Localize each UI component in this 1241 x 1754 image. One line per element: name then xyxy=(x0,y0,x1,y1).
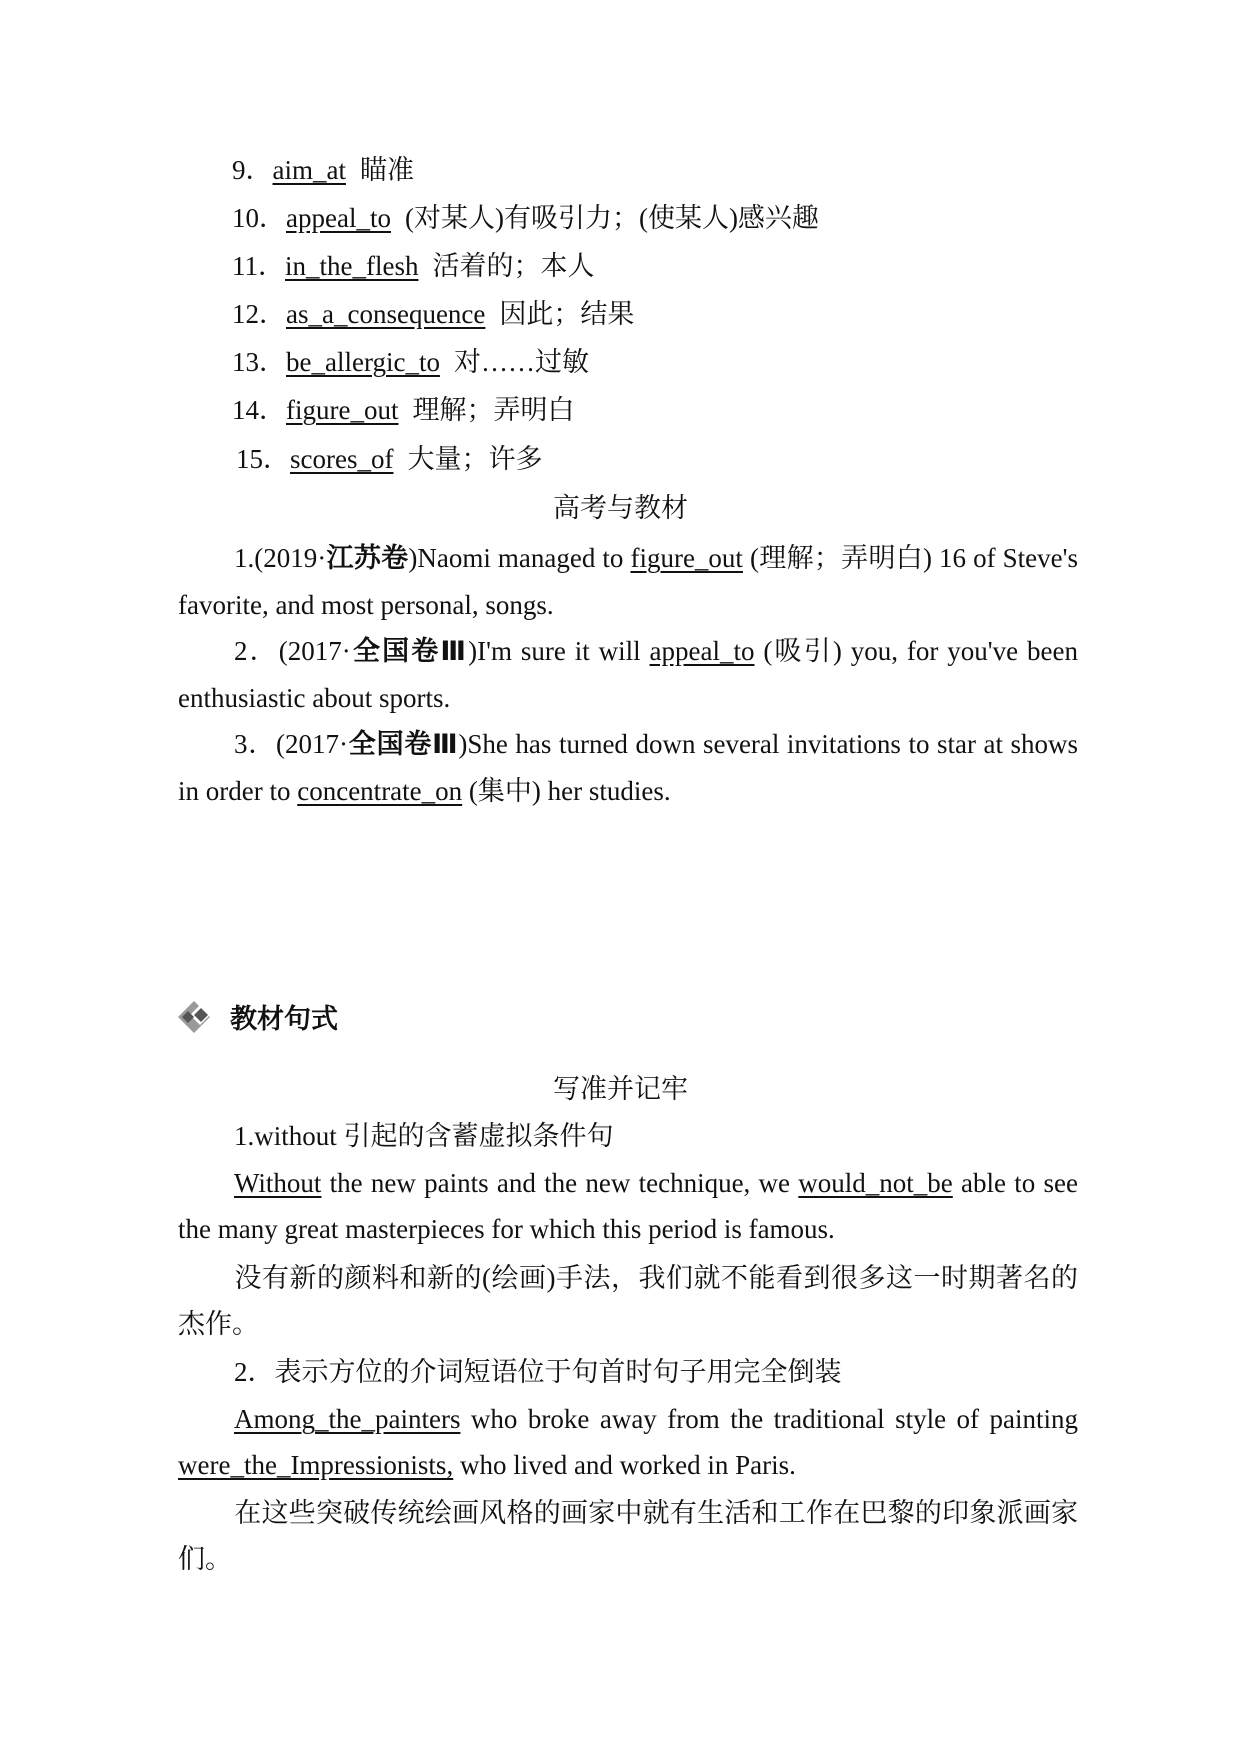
vocab-item xyxy=(236,441,542,477)
vocab-meaning: (对某人)有吸引力；(使某人)感兴趣 xyxy=(404,203,819,233)
vocab-phrase: aim_at xyxy=(272,155,346,185)
gaokao-text-post: (吸引) you, for you've been enthusiastic about sports. xyxy=(178,636,1079,713)
vocab-number: 10． xyxy=(232,203,286,233)
gaokao-answer: appeal_to xyxy=(649,636,755,666)
vocab-meaning: 理解；弄明白 xyxy=(412,395,575,425)
section-title: 教材句式 xyxy=(230,1004,338,1035)
vocab-number: 12． xyxy=(232,299,286,329)
vocab-number: 11． xyxy=(232,251,285,281)
vocab-meaning: 对……过敏 xyxy=(453,347,589,377)
vocab-item xyxy=(232,200,819,236)
sentence-answer: Without xyxy=(234,1168,322,1198)
vocab-number: 15． xyxy=(236,444,290,474)
gaokao-item xyxy=(178,721,1078,814)
gaokao-text-pre: )Naomi managed to xyxy=(408,543,631,573)
sentence-english: Among_the_painters who broke away from the traditional style of painting were_the_Impressionists, who lived and worked in Paris. xyxy=(178,1404,1078,1480)
gaokao-text-post: (理解；弄明白) 16 of Steve's favorite, and most personal, songs. xyxy=(178,543,1078,620)
vocab-item xyxy=(232,152,414,188)
vocab-phrase: scores_of xyxy=(290,444,394,474)
gaokao-answer: concentrate_on xyxy=(297,776,463,806)
sentence-title: 2．表示方位的介词短语位于句首时句子用完全倒装 xyxy=(234,1357,842,1387)
vocab-phrase: appeal_to xyxy=(286,203,391,233)
vocab-meaning: 瞄准 xyxy=(359,155,414,185)
vocab-meaning: 因此；结果 xyxy=(499,299,635,329)
vocab-phrase: be_allergic_to xyxy=(286,347,440,377)
sentence-chinese: 在这些突破传统绘画风格的画家中就有生活和工作在巴黎的印象派画家们。 xyxy=(178,1498,1078,1574)
vocab-number: 14． xyxy=(232,395,286,425)
gaokao-prefix: 1.(2019· xyxy=(234,543,327,573)
gaokao-item xyxy=(178,628,1078,721)
vocab-phrase: in_the_flesh xyxy=(285,251,419,281)
sentence-english: Without the new paints and the new technique, we would_not_be able to see the many great masterpieces for which this period is famous. xyxy=(178,1168,1078,1244)
vocab-phrase: figure_out xyxy=(286,395,399,425)
sentence-answer: would_not_be xyxy=(798,1168,953,1198)
gaokao-text-post: (集中) her studies. xyxy=(462,776,671,806)
sentence-chinese: 没有新的颜料和新的(绘画)手法，我们就不能看到很多这一时期著名的杰作。 xyxy=(178,1263,1078,1339)
sentence-answer: Among_the_painters xyxy=(234,1404,461,1434)
sentences-heading: 写准并记牢 xyxy=(553,1074,688,1104)
gaokao-prefix: 3．(2017· xyxy=(234,729,349,759)
diamond-icon xyxy=(176,999,212,1035)
gaokao-heading: 高考与教材 xyxy=(553,493,688,523)
gaokao-text-pre: )I'm sure it will xyxy=(468,636,650,666)
gaokao-prefix: 2．(2017· xyxy=(234,636,351,666)
vocab-item xyxy=(232,248,594,284)
sentence-answer: were_the_Impressionists, xyxy=(178,1450,454,1480)
sentence-title: 1.without 引起的含蓄虚拟条件句 xyxy=(234,1121,614,1151)
vocab-number: 13． xyxy=(232,347,286,377)
vocab-phrase: as_a_consequence xyxy=(286,299,486,329)
gaokao-text-pre: )She has turned down several invitations to star at shows in order to xyxy=(178,729,1078,806)
vocab-number: 9． xyxy=(232,155,273,185)
vocab-meaning: 大量；许多 xyxy=(407,444,543,474)
vocab-item xyxy=(232,392,574,428)
gaokao-source: 江苏卷 xyxy=(326,543,409,574)
gaokao-answer: figure_out xyxy=(630,543,743,573)
gaokao-item xyxy=(178,535,1078,628)
vocab-item xyxy=(232,344,589,380)
vocab-item xyxy=(232,296,634,332)
gaokao-source: 全国卷Ⅲ xyxy=(350,636,469,667)
vocab-meaning: 活着的；本人 xyxy=(432,251,595,281)
gaokao-source: 全国卷Ⅲ xyxy=(348,729,459,760)
